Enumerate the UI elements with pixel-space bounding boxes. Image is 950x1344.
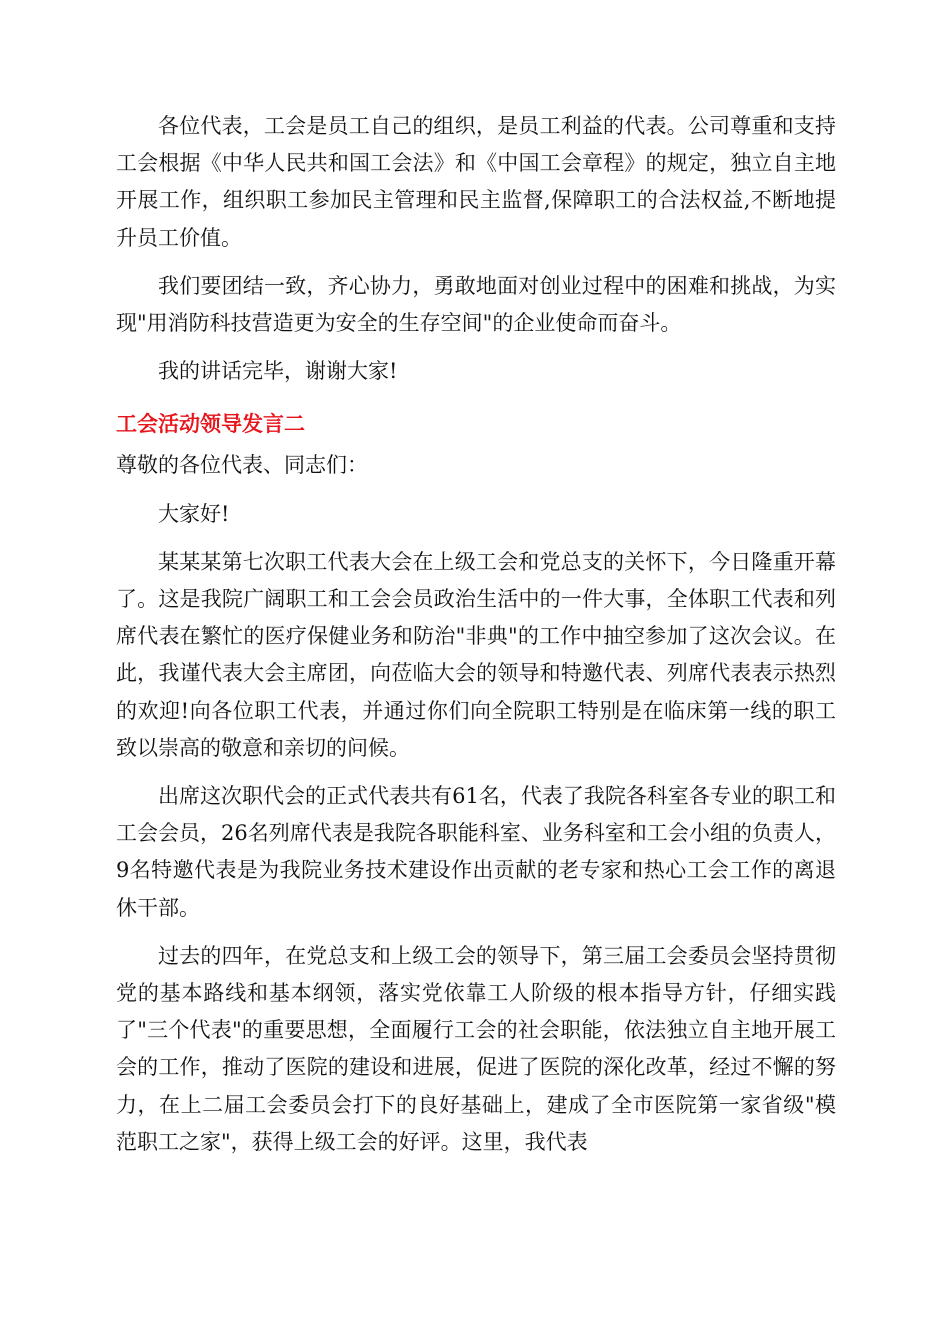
section-heading: 工会活动领导发言二	[116, 412, 305, 437]
paragraph-union-role: 各位代表，工会是员工自己的组织，是员工利益的代表。公司尊重和支持工会根据《中华人民共和国工会法》和《中国工会章程》的规定，独立自主地开展工作，组织职工参加民主管理和民主监督,保障职工的合法权益,不断地提升员工价值。	[116, 114, 836, 250]
salutation: 尊敬的各位代表、同志们：	[116, 453, 368, 478]
paragraph-closing-remarks: 我的讲话完毕，谢谢大家!	[158, 359, 398, 384]
document-body	[116, 108, 836, 1161]
paragraph-congress-opening: 某某某第七次职工代表大会在上级工会和党总支的关怀下，今日隆重开幕了。这是我院广阔职工和工会会员政治生活中的一件大事，全体职工代表和列席代表在繁忙的医疗保健业务和防治"非典"的工作中抽空参加了这次会议。在此，我谨代表大会主席团，向莅临大会的领导和特邀代表、列席代表表示热烈的欢迎!向各位职工代表，并通过你们向全院职工特别是在临床第一线的职工致以崇高的敬意和亲切的问候。	[116, 549, 836, 760]
greeting: 大家好!	[158, 501, 230, 526]
paragraph-unity-mission: 我们要团结一致，齐心协力，勇敢地面对创业过程中的困难和挑战，为实现"用消防科技营造更为安全的生存空间"的企业使命而奋斗。	[116, 273, 836, 336]
paragraph-past-four-years: 过去的四年，在党总支和上级工会的领导下，第三届工会委员会坚持贯彻党的基本路线和基本纲领，落实党依靠工人阶级的根本指导方针，仔细实践了"三个代表"的重要思想，全面履行工会的社会职能，依法独立自主地开展工会的工作，推动了医院的建设和进展，促进了医院的深化改革，经过不懈的努力，在上二届工会委员会打下的良好基础上，建成了全市医院第一家省级"模范职工之家"，获得上级工会的好评。这里，我代表	[116, 943, 836, 1154]
paragraph-attendees: 出席这次职代会的正式代表共有61名，代表了我院各科室各专业的职工和工会会员，26名列席代表是我院各职能科室、业务科室和工会小组的负责人，9名特邀代表是为我院业务技术建设作出贡献的老专家和热心工会工作的离退休干部。	[116, 784, 836, 920]
